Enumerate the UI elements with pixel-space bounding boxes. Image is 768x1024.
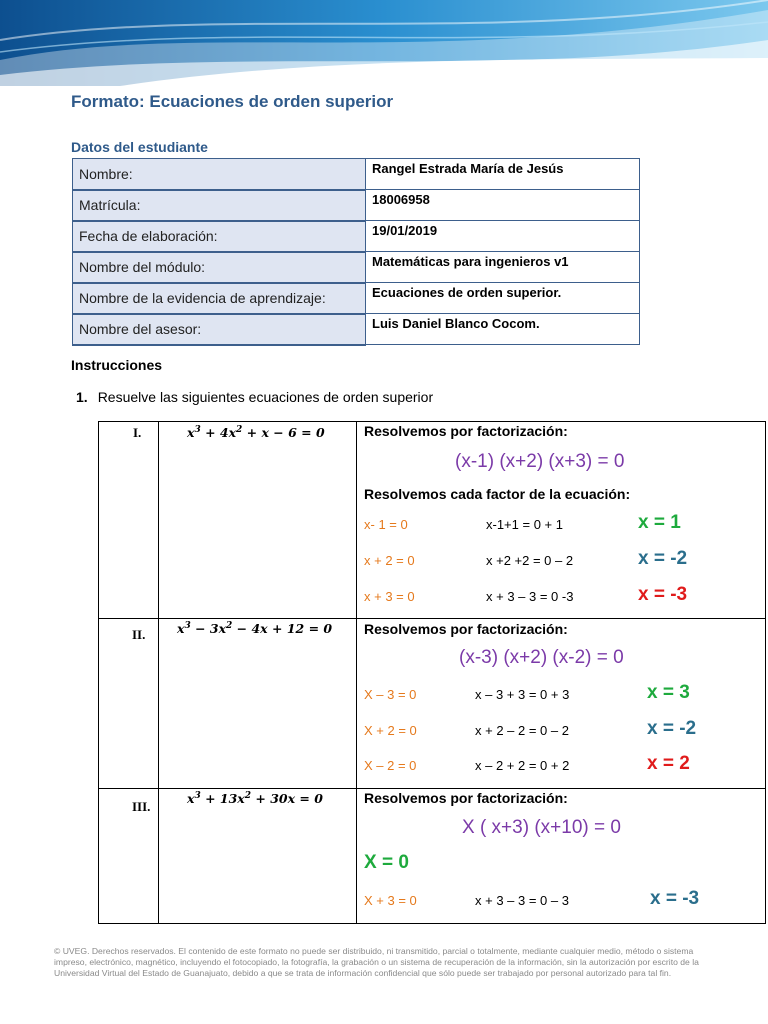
field-label: Nombre: (73, 159, 366, 190)
row-divider (99, 618, 765, 619)
field-value: Matemáticas para ingenieros v1 (366, 252, 640, 283)
problem-number: I. (133, 425, 142, 440)
solution-result: x = 1 (638, 512, 681, 533)
header-banner (0, 0, 768, 86)
field-value: 18006958 (366, 190, 640, 221)
field-value: Rangel Estrada María de Jesús (366, 159, 640, 190)
solution-step: x + 2 – 2 = 0 – 2 (475, 723, 569, 738)
field-label: Nombre del asesor: (73, 314, 366, 345)
table-row (73, 190, 640, 221)
solution-result: x = -2 (647, 718, 697, 739)
table-row (73, 283, 640, 314)
field-value: Luis Daniel Blanco Cocom. (366, 314, 640, 345)
equations-table (98, 421, 766, 924)
instructions-heading: Instrucciones (71, 357, 163, 373)
table-row (73, 159, 640, 190)
table-row (73, 252, 640, 283)
field-value: Ecuaciones de orden superior. (366, 283, 640, 314)
field-label: Nombre del módulo: (73, 252, 366, 283)
copyright-footer: © UVEG. Derechos reservados. El contenido de este formato no puede ser distribuido, ni transmitido, parcial o totalmente, mediante cualquier medio, método o sistema impreso, electrónico, magnético, incluyendo el fotocopiado, la fotografía, la grabación o un sistema de recuperación de la información, sin la autorización por escrito de la Universidad Virtual del Estado de Guanajuato, debido a que se trata de información confidencial que sólo puede ser trabajado por personal autorizado para tal fin. (54, 946, 699, 978)
field-label: Nombre de la evidencia de aprendizaje: (73, 283, 366, 314)
method-label: Resolvemos por factorización: (364, 621, 568, 637)
solution-result: x = -3 (650, 888, 700, 909)
table-row (73, 314, 640, 345)
solution-result: x = 2 (647, 753, 690, 774)
problem-equation: $x^3 + 13x^2 + 30x = 0$ (187, 791, 323, 807)
problem-number: II. (132, 627, 146, 642)
step-number: 1. (76, 389, 88, 405)
field-value: 19/01/2019 (366, 221, 640, 252)
solution-step: x – 3 + 3 = 0 + 3 (475, 687, 570, 702)
solution-result: x = 3 (647, 682, 690, 703)
field-label: Matrícula: (73, 190, 366, 221)
factor-subtitle: Resolvemos cada factor de la ecuación: (364, 486, 631, 502)
column-divider (356, 422, 357, 923)
factorization: X ( x+3) (x+10) = 0 (462, 817, 621, 838)
zero-result: X = 0 (364, 852, 409, 873)
step-text: Resuelve las siguientes ecuaciones de orden superior (97, 389, 434, 405)
table-row (73, 221, 640, 252)
factor-equation: x + 3 = 0 (364, 589, 415, 604)
factor-equation: X – 3 = 0 (364, 687, 417, 702)
solution-step: x +2 +2 = 0 – 2 (486, 553, 574, 568)
factor-equation: X – 2 = 0 (364, 758, 417, 773)
solution-step: x – 2 + 2 = 0 + 2 (475, 758, 570, 773)
student-section-title: Datos del estudiante (71, 139, 208, 155)
solution-step: x-1+1 = 0 + 1 (486, 517, 563, 532)
factor-equation: X + 2 = 0 (364, 723, 417, 738)
instruction-step (76, 389, 433, 405)
solution-result: x = -3 (638, 584, 688, 605)
solution-step: x + 3 – 3 = 0 – 3 (475, 893, 569, 908)
problem-equation: $x^3 - 3x^2 - 4x + 12 = 0$ (177, 621, 333, 637)
factorization: (x-3) (x+2) (x-2) = 0 (459, 647, 624, 668)
factor-equation: x- 1 = 0 (364, 517, 408, 532)
factor-equation: X + 3 = 0 (364, 893, 417, 908)
column-divider (158, 422, 159, 923)
method-label: Resolvemos por factorización: (364, 423, 568, 439)
method-label: Resolvemos por factorización: (364, 790, 568, 806)
field-label: Fecha de elaboración: (73, 221, 366, 252)
problem-number: III. (132, 799, 151, 814)
document-title: Formato: Ecuaciones de orden superior (71, 92, 394, 111)
solution-result: x = -2 (638, 548, 688, 569)
factorization: (x-1) (x+2) (x+3) = 0 (455, 451, 625, 472)
banner-graphic (0, 0, 768, 86)
row-divider (99, 788, 765, 789)
solution-step: x + 3 – 3 = 0 -3 (486, 589, 574, 604)
student-data-table (72, 158, 640, 346)
problem-equation: $x^3 + 4x^2 + x - 6 = 0$ (187, 425, 325, 441)
factor-equation: x + 2 = 0 (364, 553, 415, 568)
